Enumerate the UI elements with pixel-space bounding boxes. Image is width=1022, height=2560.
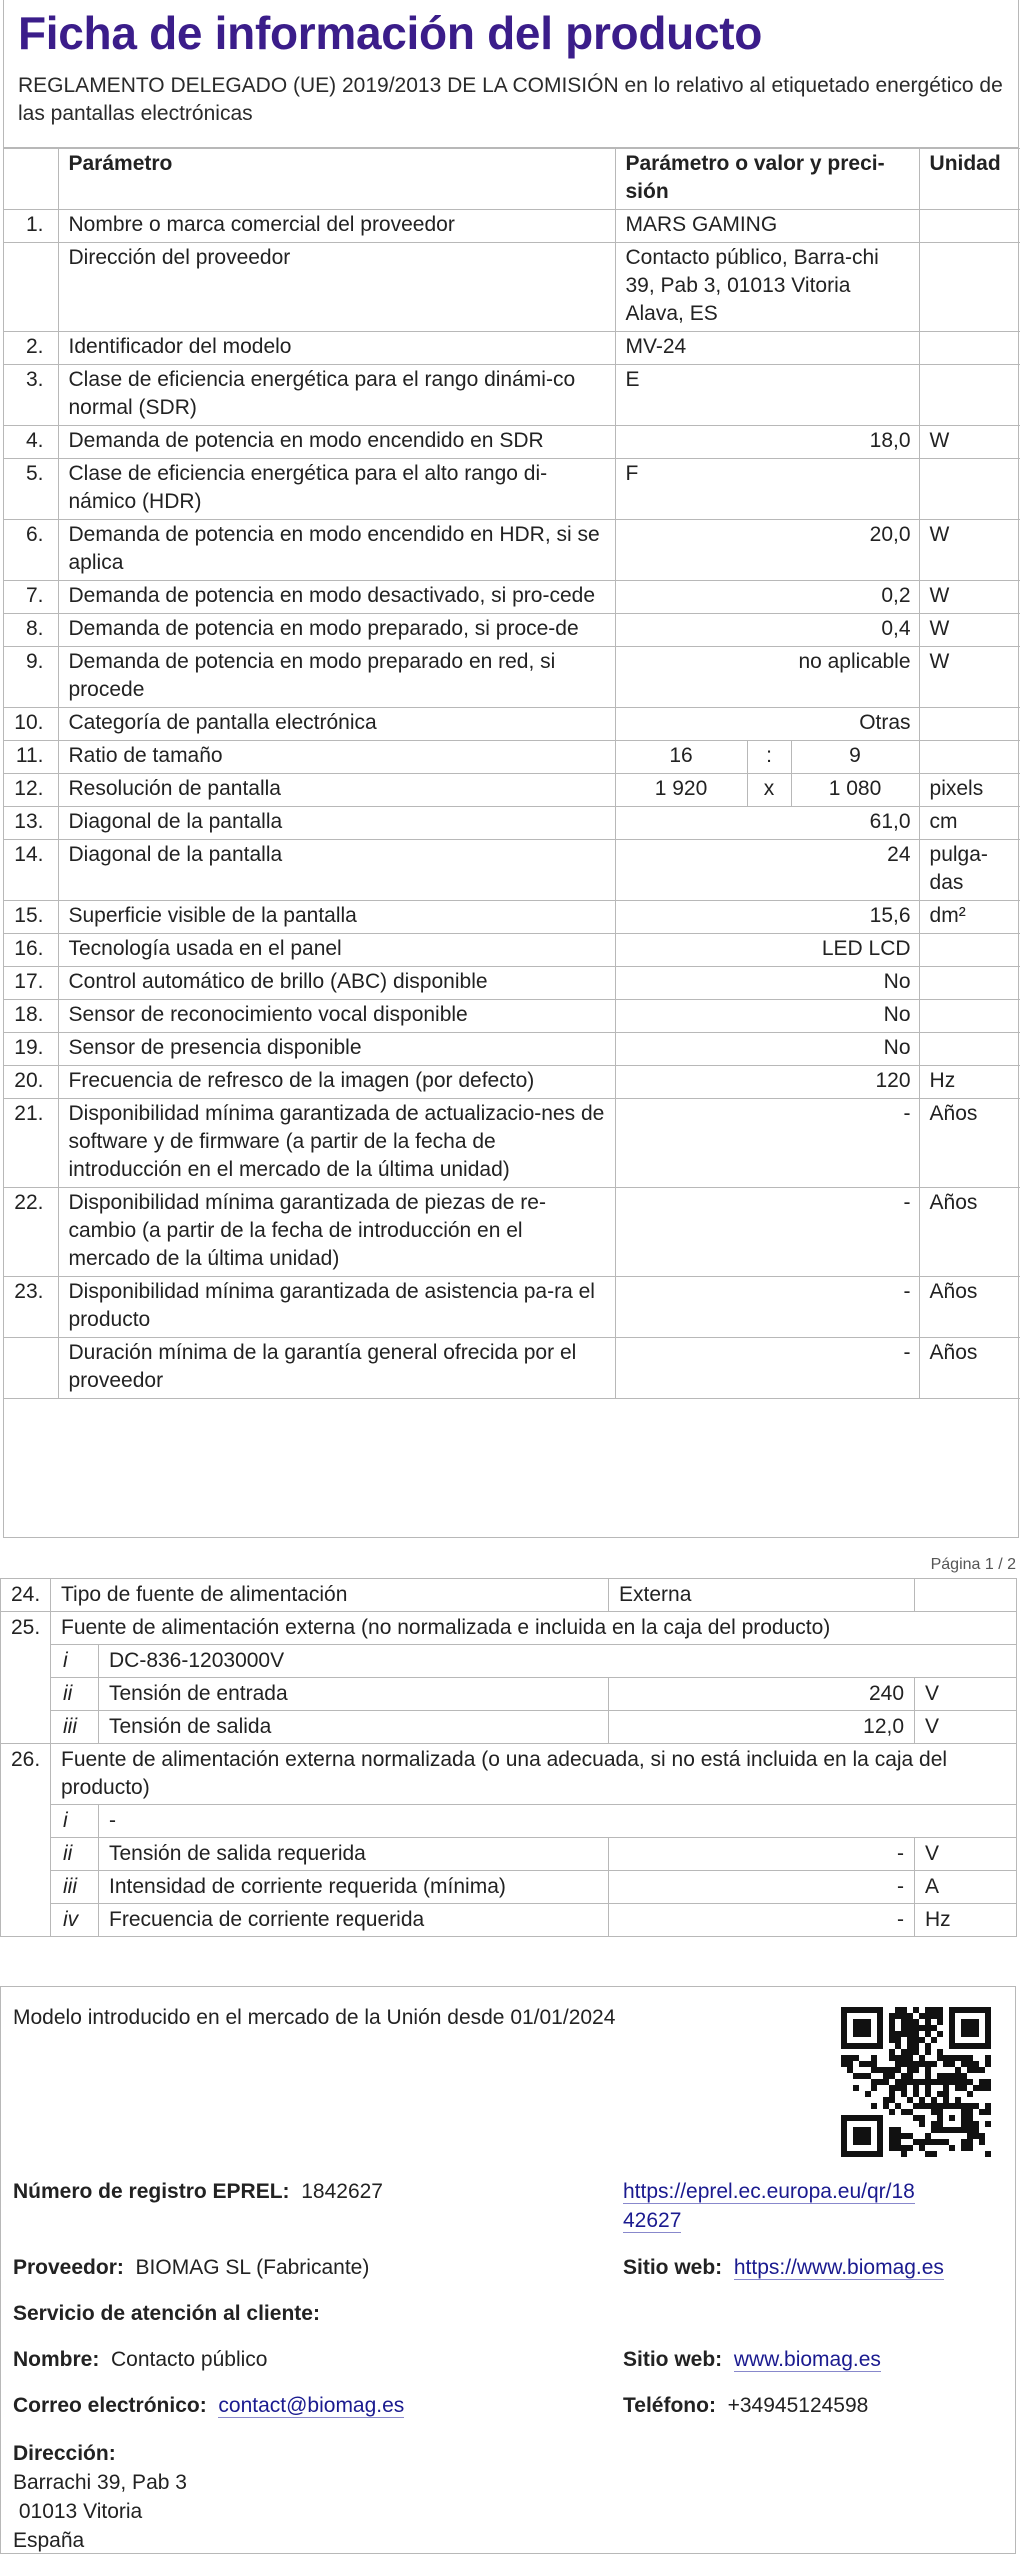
row-label: Diagonal de la pantalla bbox=[58, 807, 615, 840]
sub-index: i bbox=[51, 1805, 99, 1838]
row-value: 24 bbox=[615, 840, 919, 901]
eprel-number: 1842627 bbox=[301, 2180, 383, 2203]
row-label: Superficie visible de la pantalla bbox=[58, 901, 615, 934]
sub-value: - bbox=[609, 1871, 915, 1904]
table-subrow bbox=[1, 1645, 1017, 1678]
product-info-sheet-page-1 bbox=[3, 0, 1019, 1538]
page-number: Página 1 / 2 bbox=[930, 1556, 1016, 1573]
table-row-26 bbox=[1, 1744, 1017, 1805]
row-unit: W bbox=[919, 426, 1020, 459]
row-label: Sensor de reconocimiento vocal disponible bbox=[58, 1000, 615, 1033]
service-website-field bbox=[623, 2345, 881, 2374]
table-row bbox=[4, 1338, 1020, 1399]
website-label: Sitio web: bbox=[623, 2256, 723, 2279]
header-unit: Unidad bbox=[919, 149, 1020, 210]
row-label: Fuente de alimentación externa (no normalizada e incluida en la caja del producto) bbox=[51, 1612, 1017, 1645]
row-index: 15. bbox=[4, 901, 58, 934]
table-subrow bbox=[1, 1838, 1017, 1871]
name-value: Contacto público bbox=[111, 2348, 268, 2371]
row-index: 13. bbox=[4, 807, 58, 840]
row-unit bbox=[919, 243, 1020, 332]
email-link[interactable]: contact@biomag.es bbox=[218, 2394, 405, 2417]
row-unit bbox=[919, 1000, 1020, 1033]
market-date-text: Modelo introducido en el mercado de la Unión desde 01/01/2024 bbox=[13, 2006, 616, 2029]
qr-code-icon[interactable] bbox=[841, 2007, 991, 2157]
row-value: No bbox=[615, 1000, 919, 1033]
row-label: Demanda de potencia en modo preparado, si proce-de bbox=[58, 614, 615, 647]
row-unit: Años bbox=[919, 1188, 1020, 1277]
row-index bbox=[4, 1338, 58, 1399]
product-info-sheet-page-2 bbox=[0, 1578, 1016, 1937]
table-row bbox=[4, 332, 1020, 365]
row-index: 23. bbox=[4, 1277, 58, 1338]
service-website-link[interactable]: www.biomag.es bbox=[733, 2348, 881, 2371]
page-title: Ficha de información del producto bbox=[18, 7, 763, 59]
table-subrow bbox=[1, 1871, 1017, 1904]
row-value: 120 bbox=[615, 1066, 919, 1099]
row-value-separator: : bbox=[747, 741, 791, 774]
row-unit bbox=[919, 459, 1020, 520]
table-row bbox=[4, 1099, 1020, 1188]
row-value: LED LCD bbox=[615, 934, 919, 967]
row-value: 0,4 bbox=[615, 614, 919, 647]
row-unit: dm² bbox=[919, 901, 1020, 934]
row-value: 0,2 bbox=[615, 581, 919, 614]
table-row bbox=[4, 426, 1020, 459]
row-label: Frecuencia de refresco de la imagen (por defecto) bbox=[58, 1066, 615, 1099]
row-unit: Años bbox=[919, 1338, 1020, 1399]
provider-value: BIOMAG SL (Fabricante) bbox=[135, 2256, 370, 2279]
sub-value: - bbox=[609, 1838, 915, 1871]
sub-label: Frecuencia de corriente requerida bbox=[99, 1904, 609, 1937]
sub-index: ii bbox=[51, 1838, 99, 1871]
table-row bbox=[4, 210, 1020, 243]
row-label: Nombre o marca comercial del proveedor bbox=[58, 210, 615, 243]
email-field bbox=[13, 2391, 404, 2420]
table-row bbox=[4, 708, 1020, 741]
row-unit: pixels bbox=[919, 774, 1020, 807]
row-index: 7. bbox=[4, 581, 58, 614]
table-row bbox=[4, 520, 1020, 581]
row-value-second: 9 bbox=[791, 741, 919, 774]
sub-value: 240 bbox=[609, 1678, 915, 1711]
table-subrow bbox=[1, 1711, 1017, 1744]
row-label: Diagonal de la pantalla bbox=[58, 840, 615, 901]
table-row bbox=[4, 459, 1020, 520]
eprel-label: Número de registro EPREL: bbox=[13, 2180, 290, 2203]
sub-unit: V bbox=[915, 1838, 1017, 1871]
sub-index: iv bbox=[51, 1904, 99, 1937]
row-index: 14. bbox=[4, 840, 58, 901]
table-subrow bbox=[1, 1805, 1017, 1838]
row-unit bbox=[919, 708, 1020, 741]
phone-value: +34945124598 bbox=[727, 2394, 869, 2417]
row-label: Demanda de potencia en modo encendido en SDR bbox=[58, 426, 615, 459]
row-label: Tecnología usada en el panel bbox=[58, 934, 615, 967]
eprel-link-line-2[interactable]: 42627 bbox=[623, 2209, 682, 2232]
sub-unit: A bbox=[915, 1871, 1017, 1904]
row-index: 17. bbox=[4, 967, 58, 1000]
row-value: Externa bbox=[609, 1579, 915, 1612]
row-index: 19. bbox=[4, 1033, 58, 1066]
row-index: 5. bbox=[4, 459, 58, 520]
row-value: MV-24 bbox=[615, 332, 919, 365]
email-label: Correo electrónico: bbox=[13, 2394, 207, 2417]
row-label: Identificador del modelo bbox=[58, 332, 615, 365]
sub-label: DC-836-1203000V bbox=[99, 1645, 1017, 1678]
row-index: 8. bbox=[4, 614, 58, 647]
row-index: 10. bbox=[4, 708, 58, 741]
regulation-subtitle: REGLAMENTO DELEGADO (UE) 2019/2013 DE LA COMISIÓN en lo relativo al etiquetado energético de las pantallas electrónicas bbox=[4, 66, 1018, 148]
row-label: Sensor de presencia disponible bbox=[58, 1033, 615, 1066]
row-unit bbox=[919, 332, 1020, 365]
provider-field bbox=[13, 2253, 369, 2282]
row-index: 24. bbox=[1, 1579, 51, 1612]
table-row-24 bbox=[1, 1579, 1017, 1612]
sub-unit: V bbox=[915, 1678, 1017, 1711]
row-value-first: 16 bbox=[615, 741, 747, 774]
table-row bbox=[4, 1000, 1020, 1033]
row-index: 1. bbox=[4, 210, 58, 243]
table-subrow bbox=[1, 1904, 1017, 1937]
row-label: Duración mínima de la garantía general ofrecida por el proveedor bbox=[58, 1338, 615, 1399]
row-value: Otras bbox=[615, 708, 919, 741]
sub-index: iii bbox=[51, 1711, 99, 1744]
row-label: Fuente de alimentación externa normalizada (o una adecuada, si no está incluida en la caja del producto) bbox=[51, 1744, 1017, 1805]
supplier-info-box bbox=[0, 1986, 1016, 2554]
sub-index: iii bbox=[51, 1871, 99, 1904]
row-label: Disponibilidad mínima garantizada de asistencia pa-ra el producto bbox=[58, 1277, 615, 1338]
row-value: 20,0 bbox=[615, 520, 919, 581]
row-index: 26. bbox=[1, 1744, 51, 1937]
row-index: 21. bbox=[4, 1099, 58, 1188]
row-value: E bbox=[615, 365, 919, 426]
row-label: Demanda de potencia en modo desactivado, si pro-cede bbox=[58, 581, 615, 614]
power-supply-table bbox=[0, 1578, 1017, 1937]
table-row bbox=[4, 1188, 1020, 1277]
row-value: No bbox=[615, 967, 919, 1000]
sub-label: Intensidad de corriente requerida (mínima) bbox=[99, 1871, 609, 1904]
table-row bbox=[4, 647, 1020, 708]
row-unit: W bbox=[919, 581, 1020, 614]
row-value-first: 1 920 bbox=[615, 774, 747, 807]
header-index bbox=[4, 149, 58, 210]
row-value: 18,0 bbox=[615, 426, 919, 459]
sub-value: 12,0 bbox=[609, 1711, 915, 1744]
row-value-second: 1 080 bbox=[791, 774, 919, 807]
row-label: Demanda de potencia en modo encendido en HDR, si se aplica bbox=[58, 520, 615, 581]
table-row bbox=[4, 365, 1020, 426]
row-value: no aplicable bbox=[615, 647, 919, 708]
sub-unit: V bbox=[915, 1711, 1017, 1744]
address-line: 01013 Vitoria bbox=[13, 2500, 143, 2523]
provider-label: Proveedor: bbox=[13, 2256, 124, 2279]
service-website-label: Sitio web: bbox=[623, 2348, 723, 2371]
row-label: Tipo de fuente de alimentación bbox=[51, 1579, 609, 1612]
sub-index: i bbox=[51, 1645, 99, 1678]
table-row bbox=[4, 934, 1020, 967]
sub-index: ii bbox=[51, 1678, 99, 1711]
eprel-link-line-1[interactable]: https://eprel.ec.europa.eu/qr/18 bbox=[623, 2180, 915, 2203]
row-value: - bbox=[615, 1338, 919, 1399]
row-value: MARS GAMING bbox=[615, 210, 919, 243]
address-line: Barrachi 39, Pab 3 bbox=[13, 2471, 187, 2494]
row-index: 18. bbox=[4, 1000, 58, 1033]
table-row bbox=[4, 614, 1020, 647]
row-label: Dirección del proveedor bbox=[58, 243, 615, 332]
row-label: Resolución de pantalla bbox=[58, 774, 615, 807]
table-row-25 bbox=[1, 1612, 1017, 1645]
row-index: 9. bbox=[4, 647, 58, 708]
sub-label: Tensión de salida bbox=[99, 1711, 609, 1744]
row-index: 4. bbox=[4, 426, 58, 459]
sub-label: - bbox=[99, 1805, 1017, 1838]
row-unit bbox=[919, 967, 1020, 1000]
row-label: Categoría de pantalla electrónica bbox=[58, 708, 615, 741]
row-label: Disponibilidad mínima garantizada de piezas de re-cambio (a partir de la fecha de introducción en el mercado de la última unidad) bbox=[58, 1188, 615, 1277]
table-row bbox=[4, 901, 1020, 934]
phone-label: Teléfono: bbox=[623, 2394, 716, 2417]
row-unit bbox=[919, 934, 1020, 967]
provider-website-field bbox=[623, 2253, 944, 2282]
row-index: 2. bbox=[4, 332, 58, 365]
row-value: F bbox=[615, 459, 919, 520]
row-unit: W bbox=[919, 520, 1020, 581]
row-index: 20. bbox=[4, 1066, 58, 1099]
parameters-table bbox=[4, 148, 1020, 1399]
row-label: Clase de eficiencia energética para el rango dinámi-co normal (SDR) bbox=[58, 365, 615, 426]
row-unit: W bbox=[919, 647, 1020, 708]
name-label: Nombre: bbox=[13, 2348, 100, 2371]
row-unit: W bbox=[919, 614, 1020, 647]
row-unit: Hz bbox=[919, 1066, 1020, 1099]
table-row bbox=[4, 967, 1020, 1000]
row-label: Control automático de brillo (ABC) disponible bbox=[58, 967, 615, 1000]
provider-website-link[interactable]: https://www.biomag.es bbox=[733, 2256, 944, 2279]
table-row bbox=[4, 741, 1020, 774]
address-line: España bbox=[13, 2529, 85, 2552]
table-row bbox=[4, 1277, 1020, 1338]
row-index bbox=[4, 243, 58, 332]
table-subrow bbox=[1, 1678, 1017, 1711]
table-row bbox=[4, 1066, 1020, 1099]
row-label: Disponibilidad mínima garantizada de actualizacio-nes de software y de firmware (a partir de la fecha de introducción en el mercado de la última unidad) bbox=[58, 1099, 615, 1188]
row-unit bbox=[915, 1579, 1017, 1612]
row-unit: Años bbox=[919, 1099, 1020, 1188]
row-index: 22. bbox=[4, 1188, 58, 1277]
row-index: 3. bbox=[4, 365, 58, 426]
sub-unit: Hz bbox=[915, 1904, 1017, 1937]
table-row bbox=[4, 243, 1020, 332]
row-value: 15,6 bbox=[615, 901, 919, 934]
row-value-separator: x bbox=[747, 774, 791, 807]
row-value: No bbox=[615, 1033, 919, 1066]
row-value: Contacto público, Barra-chi 39, Pab 3, 01013 Vitoria Alava, ES bbox=[615, 243, 919, 332]
row-value: - bbox=[615, 1277, 919, 1338]
row-unit: cm bbox=[919, 807, 1020, 840]
contact-name-field bbox=[13, 2345, 267, 2374]
row-index: 6. bbox=[4, 520, 58, 581]
eprel-registration bbox=[13, 2177, 383, 2206]
table-row bbox=[4, 1033, 1020, 1066]
customer-service-heading: Servicio de atención al cliente: bbox=[13, 2302, 320, 2325]
phone-field bbox=[623, 2391, 868, 2420]
row-label: Clase de eficiencia energética para el alto rango di-námico (HDR) bbox=[58, 459, 615, 520]
header-parameter: Parámetro bbox=[58, 149, 615, 210]
eprel-url[interactable] bbox=[623, 2177, 993, 2235]
row-label: Ratio de tamaño bbox=[58, 741, 615, 774]
address-label: Dirección: bbox=[13, 2442, 116, 2465]
row-label: Demanda de potencia en modo preparado en red, si procede bbox=[58, 647, 615, 708]
row-index: 25. bbox=[1, 1612, 51, 1744]
parameters-body bbox=[4, 210, 1020, 1399]
row-index: 12. bbox=[4, 774, 58, 807]
header-value: Parámetro o valor y preci-sión bbox=[615, 149, 919, 210]
sub-value: - bbox=[609, 1904, 915, 1937]
table-row bbox=[4, 774, 1020, 807]
row-unit: pulga-das bbox=[919, 840, 1020, 901]
table-header-row bbox=[4, 149, 1020, 210]
row-unit bbox=[919, 1033, 1020, 1066]
row-unit: Años bbox=[919, 1277, 1020, 1338]
row-value: - bbox=[615, 1099, 919, 1188]
sub-label: Tensión de salida requerida bbox=[99, 1838, 609, 1871]
table-row bbox=[4, 807, 1020, 840]
row-value: 61,0 bbox=[615, 807, 919, 840]
row-value: - bbox=[615, 1188, 919, 1277]
table-row bbox=[4, 840, 1020, 901]
table-row bbox=[4, 581, 1020, 614]
row-unit bbox=[919, 210, 1020, 243]
row-unit bbox=[919, 365, 1020, 426]
address-block bbox=[13, 2439, 187, 2555]
row-index: 11. bbox=[4, 741, 58, 774]
sub-label: Tensión de entrada bbox=[99, 1678, 609, 1711]
row-index: 16. bbox=[4, 934, 58, 967]
row-unit bbox=[919, 741, 1020, 774]
